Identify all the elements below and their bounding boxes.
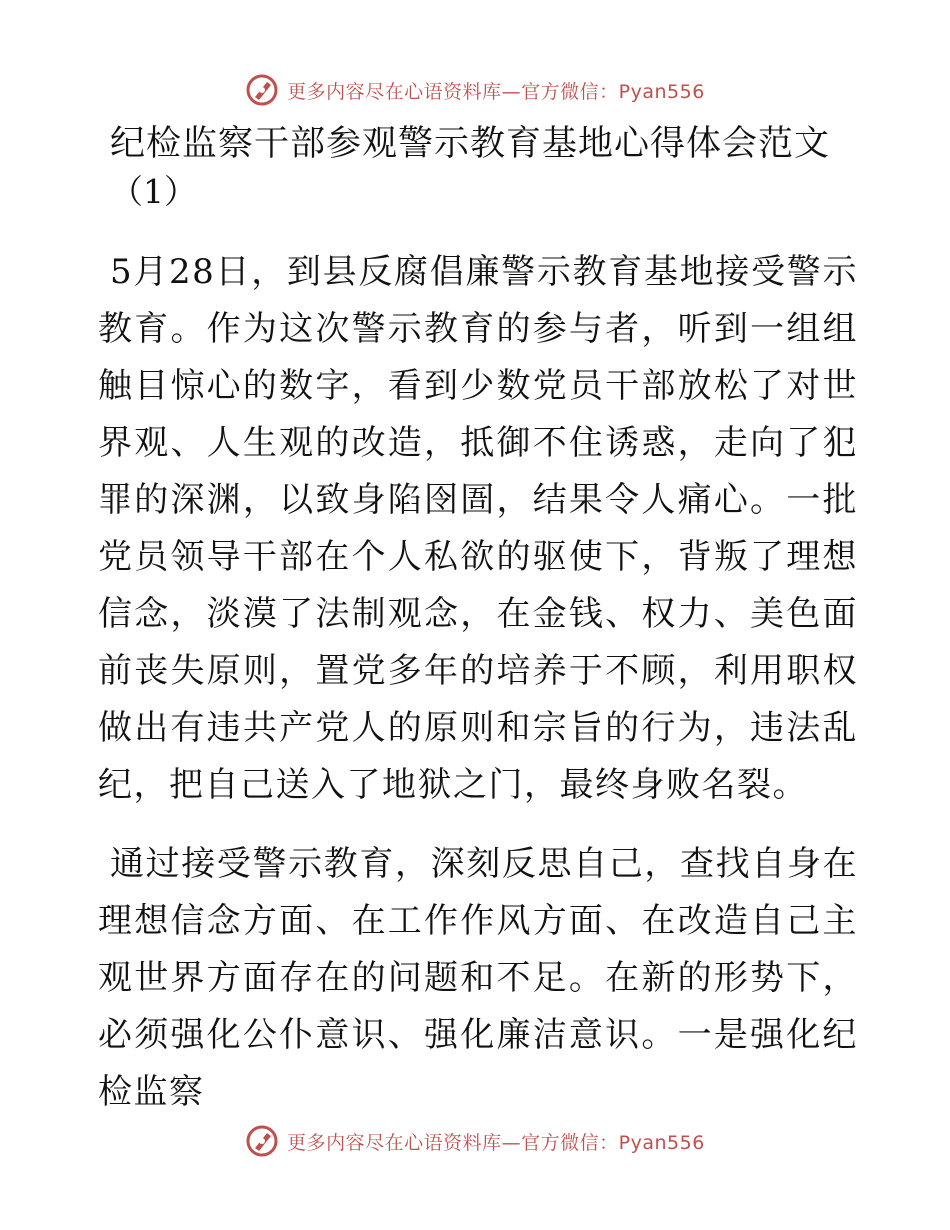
pen-logo-icon [245,1124,279,1158]
footer-banner [0,1121,950,1161]
document-body [98,120,858,1143]
paragraph-1: 5月28日，到县反腐倡廉警示教育基地接受警示教育。作为这次警示教育的参与者，听到一组组触目惊心的数字，看到少数党员干部放松了对世界观、人生观的改造，抵御不住诱惑，走向了犯罪的深渊，以致身陷囹圄，结果令人痛心。一批党员领导干部在个人私欲的驱使下，背叛了理想信念，淡漠了法制观念，在金钱、权力、美色面前丧失原则，置党多年的培养于不顾，利用职权做出有违共产党人的原则和宗旨的行为，违法乱纪，把自己送入了地狱之门，最终身败名裂。 [98,252,858,805]
document-title-number: （1） [110,172,197,211]
header-banner [0,70,950,110]
banner-text: 更多内容尽在心语资料库—官方微信：Pyan556 [287,80,705,103]
banner-text: 更多内容尽在心语资料库—官方微信：Pyan556 [287,1131,705,1154]
pen-logo-icon [245,73,279,107]
paragraph-2: 通过接受警示教育，深刻反思自己，查找自身在理想信念方面、在工作作风方面、在改造自己主观世界方面存在的问题和不足。在新的形势下，必须强化公仆意识、强化廉洁意识。一是强化纪检监察 [98,844,858,1112]
document-title: 纪检监察干部参观警示教育基地心得体会范文 [110,124,831,164]
